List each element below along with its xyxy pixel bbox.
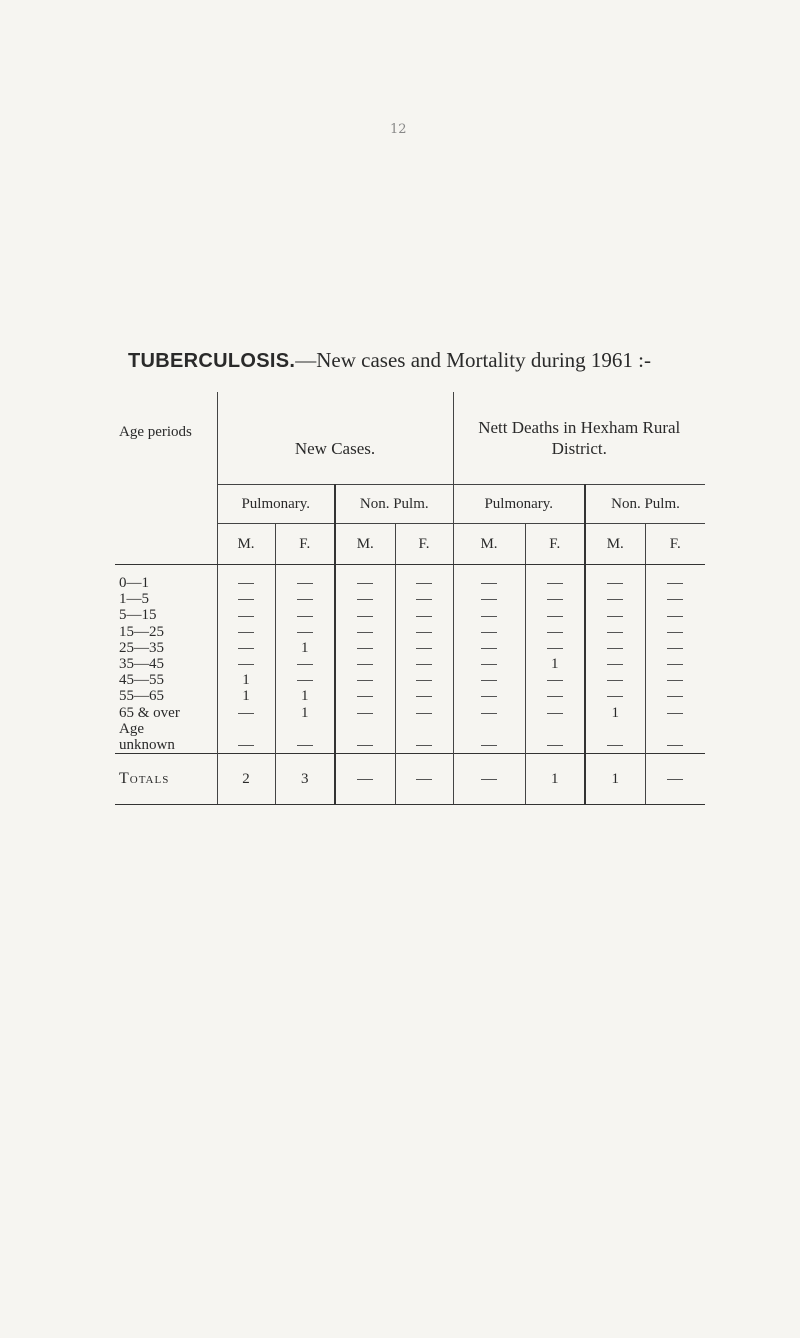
dash-mark: [357, 696, 373, 697]
nil-cell: [335, 737, 395, 754]
table-row: [115, 672, 705, 688]
table-row: [115, 656, 705, 672]
nil-cell: [395, 624, 453, 640]
dash-mark: [667, 680, 683, 681]
table-row: [115, 575, 705, 591]
nil-cell: [335, 705, 395, 721]
dash-mark: [481, 713, 497, 714]
nil-cell: [453, 575, 525, 591]
dash-mark: [238, 599, 254, 600]
nil-cell: [217, 591, 275, 607]
nil-cell: [335, 575, 395, 591]
dash-mark: [416, 713, 432, 714]
nil-cell: [453, 624, 525, 640]
nil-cell: [645, 607, 705, 623]
dash-mark: [416, 779, 432, 780]
nil-cell: [585, 624, 645, 640]
new-non-pulm-header: Non. Pulm.: [335, 485, 453, 524]
count-cell: 1: [585, 705, 645, 721]
dash-mark: [481, 616, 497, 617]
age-period-cell: 55—65: [119, 688, 164, 705]
dash-mark: [667, 745, 683, 746]
count-cell: 1: [275, 640, 335, 656]
age-period-cell: 0—1: [119, 575, 149, 592]
sex-header: M.: [335, 524, 395, 565]
nil-cell: [395, 607, 453, 623]
nil-cell: [453, 737, 525, 754]
dash-mark: [416, 648, 432, 649]
dash-mark: [481, 680, 497, 681]
total-cell: [335, 754, 395, 805]
dash-mark: [607, 696, 623, 697]
age-period-cell: 65 & over: [119, 704, 180, 721]
dash-mark: [416, 680, 432, 681]
dash-mark: [667, 664, 683, 665]
sex-header: M.: [453, 524, 525, 565]
nil-cell: [217, 575, 275, 591]
dash-mark: [481, 632, 497, 633]
dash-mark: [481, 648, 497, 649]
dash-mark: [607, 583, 623, 584]
nil-cell: [217, 656, 275, 672]
total-cell: 2: [217, 754, 275, 805]
table-row: [115, 705, 705, 721]
nett-deaths-header: Nett Deaths in Hexham Rural District.: [453, 392, 705, 485]
nil-cell: [585, 591, 645, 607]
sex-header: F.: [525, 524, 585, 565]
age-period-cell: 35—45: [119, 656, 164, 673]
nil-cell: [525, 705, 585, 721]
dash-mark: [667, 696, 683, 697]
dash-mark: [357, 583, 373, 584]
new-cases-header: New Cases.: [217, 392, 453, 485]
age-period-cell: unknown: [119, 736, 175, 753]
nil-cell: [525, 624, 585, 640]
nil-cell: [525, 607, 585, 623]
dash-mark: [607, 599, 623, 600]
age-period-cell: 1—5: [119, 591, 149, 608]
nil-cell: [395, 640, 453, 656]
age-period-cell: Age: [119, 720, 144, 737]
dash-mark: [607, 648, 623, 649]
nil-cell: [585, 640, 645, 656]
nil-cell: [275, 672, 335, 688]
dash-mark: [416, 745, 432, 746]
dash-mark: [547, 745, 563, 746]
nil-cell: [217, 624, 275, 640]
nil-cell: [275, 591, 335, 607]
nil-cell: [645, 640, 705, 656]
total-cell: [453, 754, 525, 805]
dash-mark: [238, 745, 254, 746]
dash-mark: [667, 632, 683, 633]
dash-mark: [481, 745, 497, 746]
nil-cell: [335, 672, 395, 688]
dash-mark: [297, 680, 313, 681]
dash-mark: [547, 696, 563, 697]
nil-cell: [453, 672, 525, 688]
dash-mark: [357, 664, 373, 665]
dash-mark: [667, 583, 683, 584]
nil-cell: [217, 640, 275, 656]
nil-cell: [395, 688, 453, 704]
age-period-cell: 45—55: [119, 672, 164, 689]
dash-mark: [481, 599, 497, 600]
nil-cell: [395, 705, 453, 721]
nil-cell: [395, 737, 453, 754]
title-lead: TUBERCULOSIS.: [128, 350, 296, 372]
nil-cell: [335, 640, 395, 656]
nil-cell: [275, 607, 335, 623]
dash-mark: [357, 632, 373, 633]
nil-cell: [453, 591, 525, 607]
nil-cell: [453, 607, 525, 623]
nil-cell: [395, 591, 453, 607]
nil-cell: [645, 672, 705, 688]
page-number: 12: [390, 122, 407, 137]
sex-header: F.: [395, 524, 453, 565]
total-cell: 1: [585, 754, 645, 805]
empty-cell: [645, 721, 705, 737]
dash-mark: [416, 583, 432, 584]
dash-mark: [547, 648, 563, 649]
dash-mark: [297, 616, 313, 617]
nil-cell: [525, 640, 585, 656]
table-row: [115, 640, 705, 656]
nil-cell: [275, 575, 335, 591]
nil-cell: [275, 624, 335, 640]
age-period-cell: 15—25: [119, 623, 164, 640]
deaths-pulmonary-header: Pulmonary.: [453, 485, 585, 524]
dash-mark: [297, 599, 313, 600]
dash-mark: [416, 664, 432, 665]
new-pulmonary-header: Pulmonary.: [217, 485, 335, 524]
count-cell: 1: [275, 688, 335, 704]
dash-mark: [667, 648, 683, 649]
nil-cell: [395, 656, 453, 672]
table-row: [115, 721, 705, 737]
nil-cell: [645, 624, 705, 640]
nil-cell: [335, 607, 395, 623]
empty-cell: [585, 721, 645, 737]
nil-cell: [275, 737, 335, 754]
dash-mark: [357, 616, 373, 617]
nil-cell: [645, 688, 705, 704]
sex-header: M.: [217, 524, 275, 565]
age-period-cell: 5—15: [119, 607, 157, 624]
dash-mark: [547, 680, 563, 681]
total-cell: [645, 754, 705, 805]
dash-mark: [297, 664, 313, 665]
nil-cell: [395, 672, 453, 688]
count-cell: 1: [275, 705, 335, 721]
dash-mark: [357, 648, 373, 649]
dash-mark: [297, 583, 313, 584]
nil-cell: [645, 737, 705, 754]
nil-cell: [335, 591, 395, 607]
nil-cell: [453, 688, 525, 704]
totals-row: [115, 754, 705, 805]
dash-mark: [481, 583, 497, 584]
dash-mark: [547, 616, 563, 617]
dash-mark: [547, 713, 563, 714]
nil-cell: [585, 575, 645, 591]
nil-cell: [585, 737, 645, 754]
dash-mark: [667, 599, 683, 600]
dash-mark: [238, 664, 254, 665]
total-cell: 1: [525, 754, 585, 805]
count-cell: 1: [525, 656, 585, 672]
nil-cell: [525, 688, 585, 704]
title-rest: —New cases and Mortality during 1961 :-: [295, 348, 652, 372]
nil-cell: [525, 591, 585, 607]
total-cell: [395, 754, 453, 805]
table-row: [115, 607, 705, 623]
empty-cell: [275, 721, 335, 737]
table-row: [115, 624, 705, 640]
dash-mark: [238, 713, 254, 714]
nil-cell: [585, 607, 645, 623]
nil-cell: [395, 575, 453, 591]
sex-header: M.: [585, 524, 645, 565]
nil-cell: [585, 688, 645, 704]
total-cell: 3: [275, 754, 335, 805]
age-period-cell: 25—35: [119, 639, 164, 656]
dash-mark: [238, 616, 254, 617]
dash-mark: [238, 583, 254, 584]
nil-cell: [453, 656, 525, 672]
dash-mark: [357, 680, 373, 681]
nil-cell: [217, 607, 275, 623]
dash-mark: [607, 745, 623, 746]
dash-mark: [416, 696, 432, 697]
dash-mark: [607, 664, 623, 665]
table-row: [115, 688, 705, 704]
dash-mark: [547, 632, 563, 633]
empty-cell: [217, 721, 275, 737]
sex-header: F.: [275, 524, 335, 565]
nil-cell: [585, 672, 645, 688]
dash-mark: [416, 616, 432, 617]
dash-mark: [607, 632, 623, 633]
nil-cell: [645, 591, 705, 607]
dash-mark: [481, 664, 497, 665]
dash-mark: [297, 632, 313, 633]
dash-mark: [238, 648, 254, 649]
count-cell: 1: [217, 672, 275, 688]
dash-mark: [481, 696, 497, 697]
empty-cell: [395, 721, 453, 737]
dash-mark: [416, 599, 432, 600]
dash-mark: [238, 632, 254, 633]
tuberculosis-table: [115, 392, 705, 805]
nil-cell: [525, 672, 585, 688]
nil-cell: [453, 705, 525, 721]
count-cell: 1: [217, 688, 275, 704]
deaths-non-pulm-header: Non. Pulm.: [585, 485, 705, 524]
dash-mark: [667, 779, 683, 780]
nil-cell: [645, 575, 705, 591]
nil-cell: [645, 705, 705, 721]
table-row: [115, 591, 705, 607]
dash-mark: [357, 599, 373, 600]
dash-mark: [416, 632, 432, 633]
dash-mark: [547, 599, 563, 600]
empty-cell: [525, 721, 585, 737]
nil-cell: [525, 737, 585, 754]
dash-mark: [481, 779, 497, 780]
nil-cell: [525, 575, 585, 591]
totals-label: Totals: [115, 754, 217, 805]
sex-header: F.: [645, 524, 705, 565]
dash-mark: [547, 583, 563, 584]
nil-cell: [335, 688, 395, 704]
nil-cell: [335, 624, 395, 640]
page-title: [128, 348, 651, 373]
nil-cell: [217, 705, 275, 721]
nil-cell: [645, 656, 705, 672]
dash-mark: [357, 713, 373, 714]
nil-cell: [217, 737, 275, 754]
nil-cell: [335, 656, 395, 672]
empty-cell: [335, 721, 395, 737]
dash-mark: [667, 713, 683, 714]
age-periods-header: Age periods: [115, 392, 217, 565]
empty-cell: [453, 721, 525, 737]
nil-cell: [453, 640, 525, 656]
dash-mark: [667, 616, 683, 617]
nil-cell: [585, 656, 645, 672]
dash-mark: [357, 745, 373, 746]
dash-mark: [297, 745, 313, 746]
dash-mark: [607, 616, 623, 617]
table-row: [115, 737, 705, 754]
dash-mark: [357, 779, 373, 780]
dash-mark: [607, 680, 623, 681]
nil-cell: [275, 656, 335, 672]
